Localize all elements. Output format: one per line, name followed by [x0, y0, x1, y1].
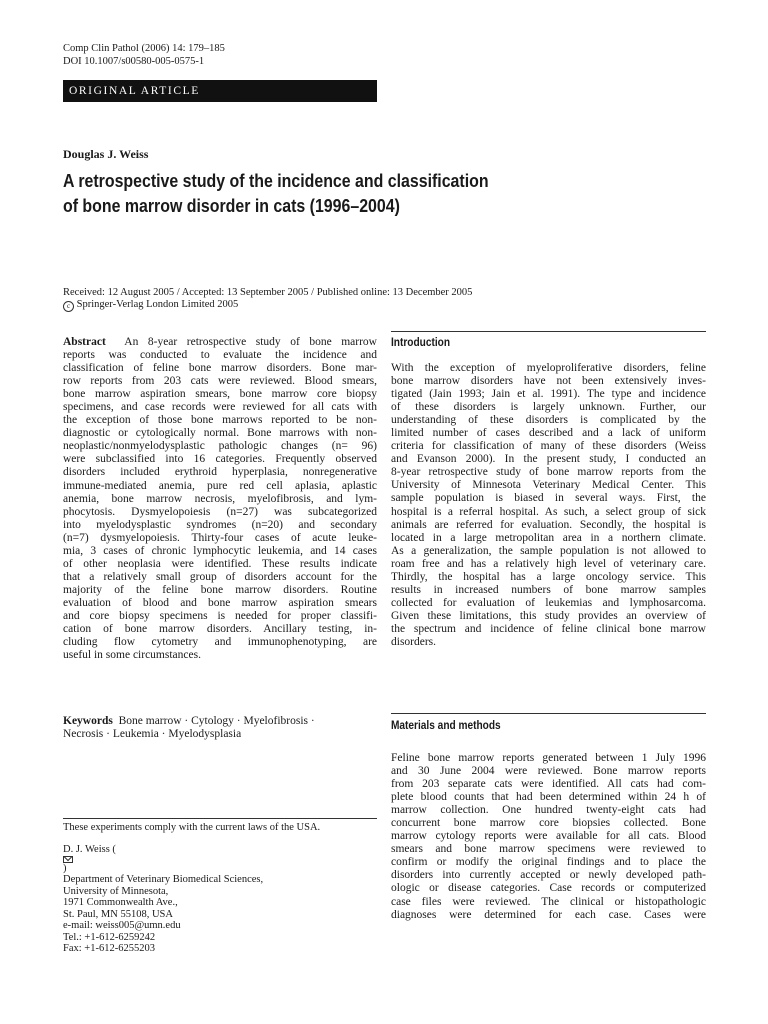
- title-line: A retrospective study of the incidence and classification: [63, 170, 489, 191]
- fax-line: Fax: +1-612-6255203: [63, 943, 155, 954]
- abstract-line: majority of the feline bone marrow disorders. Routine: [63, 583, 377, 596]
- address-line: St. Paul, MN 55108, USA: [63, 908, 173, 920]
- abstract-line: of other neoplasia were identified. These results indicate: [63, 557, 377, 570]
- introduction-line: tigated (Jain 1993; Jain et al. 1991). The type and incidence: [391, 388, 706, 401]
- abstract-line: reports was conducted to evaluate the incidence and: [63, 349, 377, 362]
- abstract-line: the exception of those bone marrows reported to be non-: [63, 414, 377, 427]
- methods-line: diagnoses were determined for each case. Cases were: [391, 908, 706, 921]
- introduction-divider: [391, 331, 706, 332]
- address-line: University of Minnesota,: [63, 885, 169, 897]
- methods-line: confirm or modify the original findings and to place the: [391, 856, 706, 869]
- keywords-line: Keywords Bone marrow · Cytology · Myelofibrosis ·: [63, 715, 315, 727]
- abstract-line: disorders included erythroid hyperplasia, nonregenerative: [63, 466, 377, 479]
- abstract-line: and core biopsy specimens is needed for proper classifi-: [63, 609, 377, 622]
- methods-line: smears and bone marrow specimens were reviewed to: [391, 843, 706, 856]
- abstract-line: useful in some circumstances.: [63, 649, 201, 662]
- ethics-footnote: These experiments comply with the current laws of the USA.: [63, 822, 321, 833]
- journal-citation: Comp Clin Pathol (2006) 14: 179–185: [63, 43, 225, 54]
- abstract-line: (n=7) dysmyelopoiesis. Thirty-four cases of acute leuke-: [63, 531, 377, 544]
- copyright-notice: [63, 299, 238, 312]
- introduction-line: results in increased numbers of bone marrow samples: [391, 583, 706, 596]
- methods-line: and 30 June 2004 were reviewed. Bone marrow reports: [391, 765, 706, 778]
- abstract-line: cation of bone marrow disorders. Ancillary testing, in-: [63, 623, 377, 636]
- article-type-banner: ORIGINAL ARTICLE: [63, 80, 377, 102]
- footnote-divider: [63, 818, 377, 819]
- address-line: Department of Veterinary Biomedical Sciences,: [63, 874, 264, 885]
- introduction-line: and Evanson 2000). In the present study, I conducted an: [391, 453, 706, 466]
- author-name: Douglas J. Weiss: [63, 147, 149, 161]
- introduction-line: Thirdly, the hospital has a large oncology service. This: [391, 570, 706, 583]
- introduction-line: With the exception of myeloproliferative disorders, feline: [391, 362, 706, 374]
- abstract-line: into myelodysplastic syndromes (n=20) and secondary: [63, 518, 377, 531]
- abstract-line: evaluation of blood and bone marrow aspiration smears: [63, 596, 377, 609]
- introduction-line: 8-year retrospective study of bone marrow reports from the: [391, 466, 706, 479]
- abstract-line: that a relatively small group of disorders account for the: [63, 570, 377, 583]
- introduction-line: Given these limitations, this study provides an overview of: [391, 609, 706, 622]
- keywords: [63, 715, 377, 741]
- author-address: [63, 844, 263, 955]
- methods-line: case files were reviewed. The clinical or histopathologic: [391, 895, 706, 908]
- keywords-label: Keywords: [63, 715, 113, 727]
- methods-line: Feline bone marrow reports generated between 1 July 1996: [391, 752, 706, 764]
- introduction-line: roam free and has a relatively high level of veterinary care.: [391, 557, 706, 570]
- address-line: 1971 Commonwealth Ave.,: [63, 897, 178, 908]
- phone-line: Tel.: +1-612-6259242: [63, 931, 156, 943]
- abstract-line: were subclassified into 16 categories. Frequently observed: [63, 453, 377, 466]
- methods-line: disorders into currently accepted or newly developed path-: [391, 869, 706, 882]
- abstract-line: classification of feline bone marrow disorders. Bone mar-: [63, 362, 377, 375]
- abstract-line: mia, 3 cases of chronic lymphocytic leukemia, and 14 cases: [63, 544, 377, 557]
- methods-line: plete blood counts that had been determined within 24 h of: [391, 791, 706, 804]
- abstract-line: row reports from 203 cats were reviewed. Blood smears,: [63, 375, 377, 388]
- correspondence-name: D. J. Weiss ( ): [63, 844, 116, 874]
- introduction-line: of these disorders is largely unknown. Further, our: [391, 401, 706, 414]
- introduction-line: understanding of these disorders is complicated by the: [391, 414, 706, 427]
- keywords-line: Necrosis · Leukemia · Myelodysplasia: [63, 728, 242, 741]
- abstract-label: Abstract: [63, 336, 106, 348]
- methods-body: [391, 752, 706, 922]
- introduction-heading: Introduction: [391, 337, 451, 349]
- introduction-line: disorders.: [391, 635, 437, 648]
- methods-line: from 203 separate cats were identified. All cats had com-: [391, 778, 706, 791]
- abstract-line: specimens, and case records were reviewed for all cats with: [63, 401, 377, 414]
- introduction-line: located in a large metropolitan area in a northern climate.: [391, 531, 706, 544]
- introduction-line: hospital is a referral hospital. As such, a select group of sick: [391, 505, 706, 518]
- introduction-body: [391, 362, 706, 649]
- abstract-line: diagnostic or cytologically normal. Bone marrows with non-: [63, 427, 377, 440]
- methods-line: marrow collection. One hundred twenty-eight cats had: [391, 804, 706, 817]
- abstract: [63, 336, 377, 662]
- methods-line: concurrent bone marrow core biopsies collected. Bone: [391, 817, 706, 830]
- abstract-line: neoplastic/nonmyelodysplastic pathologic changes (n= 96): [63, 440, 377, 453]
- abstract-line: anemia, bone marrow necrosis, myelofibrosis, and lym-: [63, 492, 377, 505]
- methods-line: ologic or disease categories. Case records or computerized: [391, 882, 706, 895]
- copyright-text: Springer-Verlag London Limited 2005: [76, 299, 239, 310]
- envelope-icon: [63, 856, 73, 863]
- abstract-line: Abstract An 8-year retrospective study of bone marrow: [63, 336, 377, 348]
- methods-heading: Materials and methods: [391, 720, 501, 732]
- introduction-line: the spectrum and incidence of feline clinical bone marrow: [391, 622, 706, 635]
- introduction-line: criteria for classification of many of these disorders (Weiss: [391, 440, 706, 453]
- introduction-line: As a generalization, the sample population is not allowed to: [391, 544, 706, 557]
- doi: DOI 10.1007/s00580-005-0575-1: [63, 56, 205, 67]
- abstract-line: cluding flow cytometry and immunophenotyping, are: [63, 636, 377, 649]
- abstract-line: bone marrow aspiration smears, bone marrow core biopsy: [63, 388, 377, 401]
- abstract-line: phocytosis. Dysmyelopoiesis (n=27) was subcategorized: [63, 505, 377, 518]
- paper-title: [63, 168, 545, 218]
- email-line: e-mail: weiss005@umn.edu: [63, 920, 181, 931]
- introduction-line: collected for evaluation of leukemias and lymphosarcoma.: [391, 596, 706, 609]
- introduction-line: bone marrow disorders have not been extensively inves-: [391, 375, 706, 388]
- methods-divider: [391, 713, 706, 714]
- publication-dates: Received: 12 August 2005 / Accepted: 13 September 2005 / Published online: 13 December 2005: [63, 287, 473, 298]
- copyright-icon: c: [63, 301, 74, 312]
- abstract-line: immune-mediated anemia, pure red cell aplasia, aplastic: [63, 479, 377, 492]
- introduction-line: University of Minnesota Veterinary Medical Center. This: [391, 479, 706, 492]
- introduction-line: limited number of cases described and a lack of uniform: [391, 427, 706, 440]
- introduction-line: animals are referred for evaluation. Secondly, the hospital is: [391, 518, 706, 531]
- title-line: of bone marrow disorder in cats (1996–2004): [63, 195, 400, 216]
- introduction-line: sample population is biased in several ways. First, the: [391, 492, 706, 505]
- methods-line: marrow cytology reports were available for all cats. Blood: [391, 830, 706, 843]
